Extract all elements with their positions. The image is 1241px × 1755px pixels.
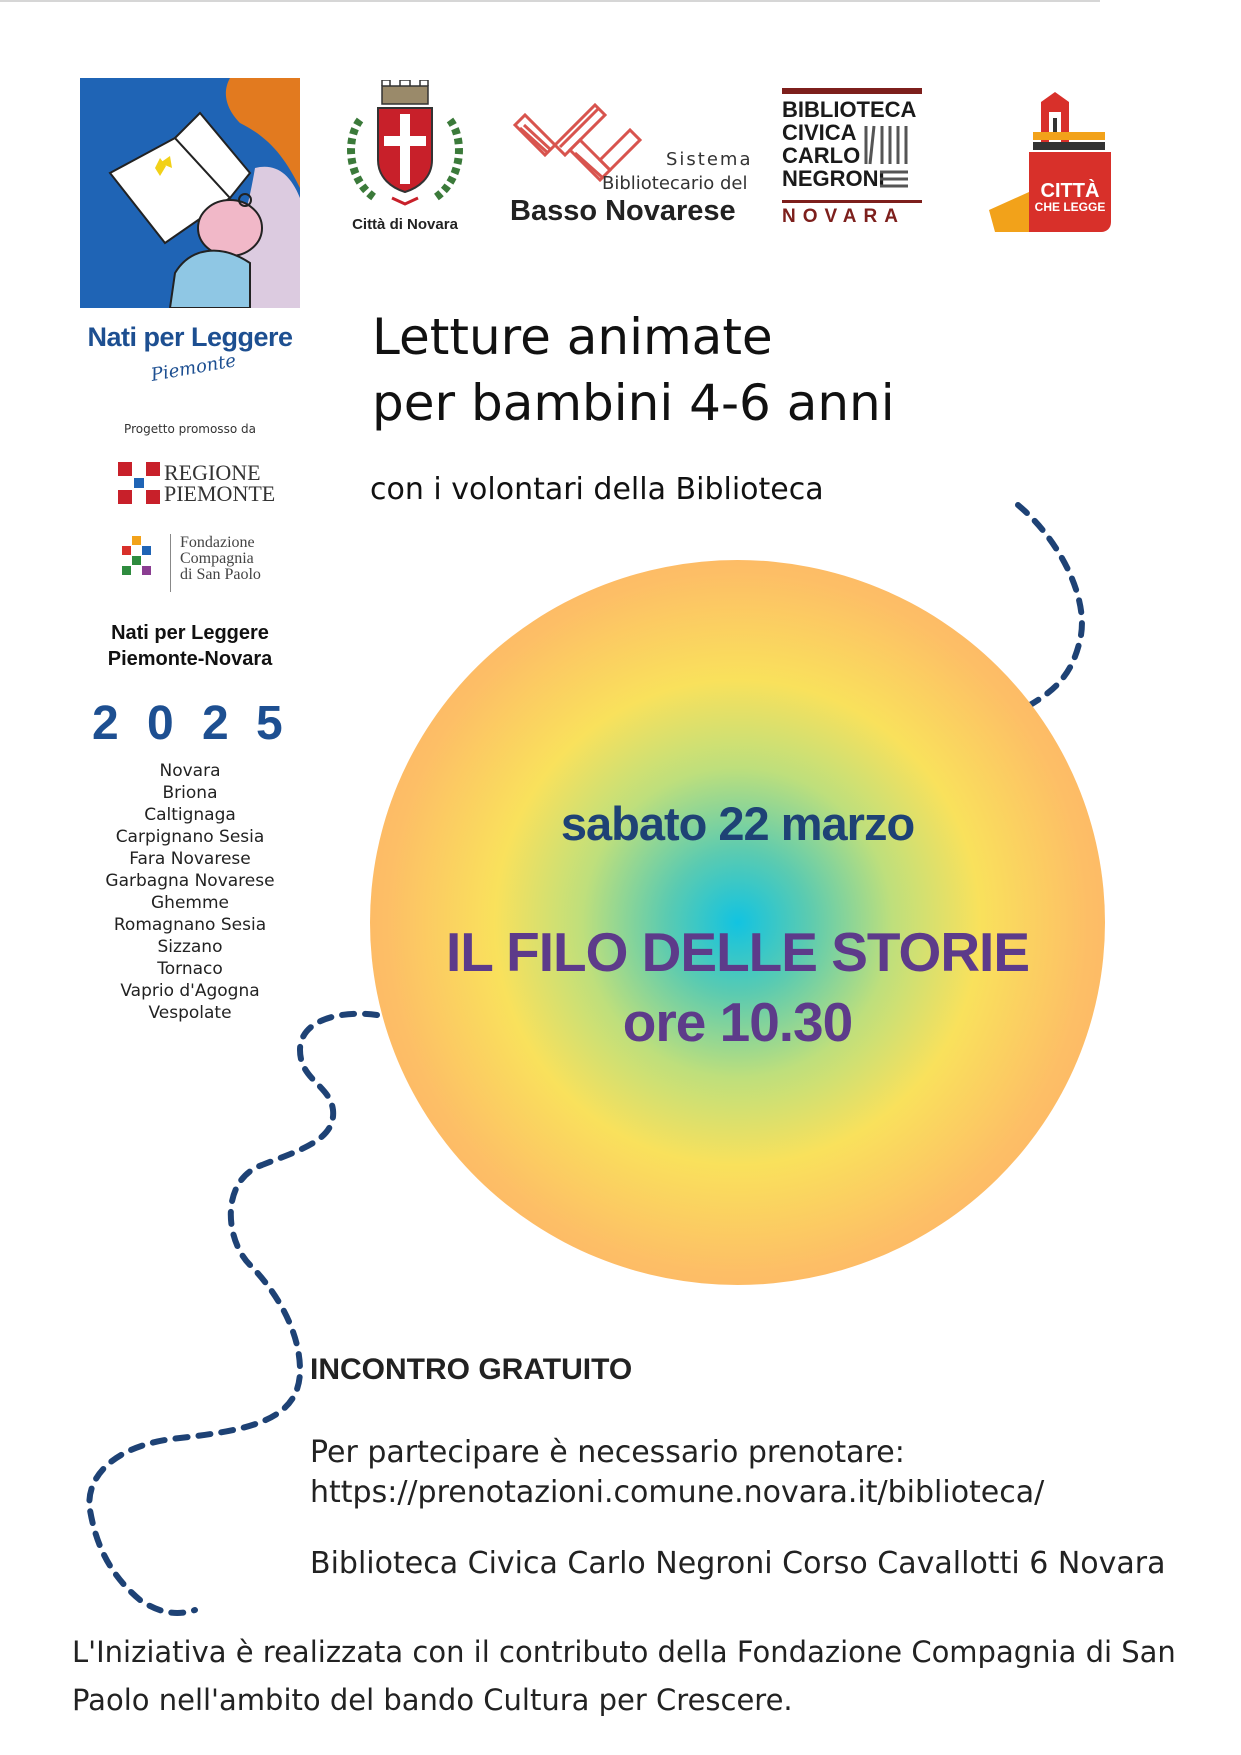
free-event-label: INCONTRO GRATUITO (310, 1353, 633, 1386)
year-digit: 2 (202, 697, 229, 750)
town-item: Novara (159, 761, 221, 781)
town-item: Vaprio d'Agogna (120, 981, 260, 1001)
regione-piemonte-logo (118, 460, 276, 508)
open-books-icon (510, 95, 650, 185)
town-item: Sizzano (157, 937, 223, 957)
bcn-city: NOVARA (782, 206, 905, 227)
year-digit: 5 (256, 697, 283, 750)
program-line-2: Piemonte-Novara (107, 648, 273, 670)
novara-coat-of-arms-icon (330, 80, 480, 210)
booking-text: Per partecipare è necessario prenotare: (310, 1435, 905, 1470)
regione-line-2: PIEMONTE (164, 481, 276, 506)
funding-credit (72, 1628, 1182, 1724)
title-line-1: Letture animate (372, 308, 773, 366)
fondazione-san-paolo-logo (118, 532, 278, 594)
town-item: Tornaco (157, 959, 223, 979)
town-item: Ghemme (151, 893, 229, 913)
ccl-line-2: CHE LEGGE (1034, 200, 1106, 214)
fondazione-line-1: Fondazione (180, 534, 255, 551)
page-title (372, 304, 992, 436)
town-item: Briona (162, 783, 218, 803)
town-item: Vespolate (148, 1003, 232, 1023)
page-subtitle: con i volontari della Biblioteca (370, 472, 824, 507)
piemonte-script: Piemonte (149, 350, 238, 386)
bcn-line-4: NEGRONI (782, 166, 885, 191)
event-title: IL FILO DELLE STORIE (445, 921, 1029, 983)
sistema-line-1: Sistema (666, 149, 753, 170)
nati-per-leggere-illustration (80, 78, 300, 308)
program-year (70, 696, 310, 756)
sistema-line-2: Bibliotecario del (602, 173, 748, 194)
year-digit: 0 (147, 697, 174, 750)
town-item: Garbagna Novarese (105, 871, 275, 891)
event-date: sabato 22 marzo (560, 797, 915, 850)
citta-che-legge-logo (985, 92, 1115, 237)
booking-info (310, 1433, 1044, 1513)
fondazione-mosaic-icon (118, 532, 158, 582)
ccl-line-1: CITTÀ (1040, 180, 1100, 202)
towns-list (60, 760, 320, 1024)
year-digit: 2 (92, 697, 119, 750)
credit-line-1: L'Iniziativa è realizzata con il contributo della Fondazione Compagnia di San (72, 1635, 1176, 1669)
credit-line-2: Paolo nell'ambito del bando Cultura per Crescere. (72, 1683, 793, 1717)
bcn-line-2: CIVICA (782, 120, 857, 145)
promo-label: Progetto promosso da (124, 422, 256, 436)
program-name (60, 620, 320, 672)
bcn-line-3: CARLO (782, 143, 861, 168)
regione-flag-icon (118, 462, 160, 504)
program-line-1: Nati per Leggere (111, 622, 269, 644)
town-item: Romagnano Sesia (113, 915, 267, 935)
biblioteca-civica-negroni-logo (782, 88, 927, 230)
bookshelf-icon (860, 124, 920, 194)
event-time: ore 10.30 (622, 991, 853, 1053)
fondazione-line-3: di San Paolo (180, 566, 261, 583)
bcn-line-1: BIBLIOTECA (782, 97, 917, 122)
booking-link[interactable]: https://prenotazioni.comune.novara.it/biblioteca/ (310, 1475, 1045, 1510)
town-item: Caltignaga (144, 805, 236, 825)
venue-address: Biblioteca Civica Carlo Negroni Corso Cavallotti 6 Novara (310, 1546, 1166, 1581)
citta-di-novara-label: Città di Novara (352, 216, 458, 233)
tower-book-icon (985, 92, 1115, 237)
top-rule (0, 0, 1100, 2)
fondazione-line-2: Compagnia (180, 550, 254, 567)
town-item: Carpignano Sesia (115, 827, 265, 847)
regione-line-1: REGIONE (164, 460, 261, 485)
town-item: Fara Novarese (129, 849, 251, 869)
citta-di-novara-logo (330, 80, 480, 240)
sistema-line-3: Basso Novarese (510, 195, 736, 227)
sistema-bibliotecario-logo (510, 95, 780, 235)
nati-per-leggere-wordmark: Nati per Leggere (87, 322, 293, 352)
title-line-2: per bambini 4-6 anni (372, 374, 895, 432)
